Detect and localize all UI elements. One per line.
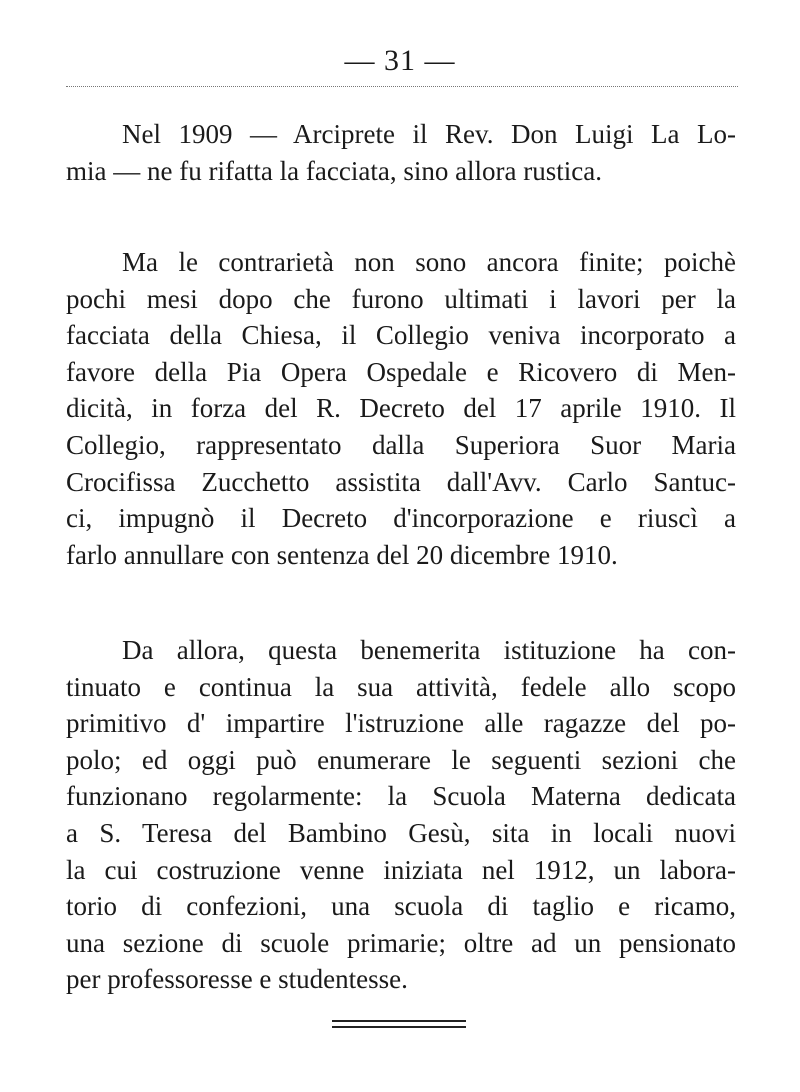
paragraph-line: una sezione di scuole primarie; oltre ad un pensionato: [66, 927, 736, 958]
paragraph-line: mia — ne fu rifatta la facciata, sino allora rustica.: [66, 155, 603, 186]
paragraph-line: farlo annullare con sentenza del 20 dicembre 1910.: [66, 539, 618, 570]
paragraph-line: tinuato e continua la sua attività, fedele allo scopo: [66, 671, 736, 702]
paragraph-2: [66, 244, 736, 573]
page-number: — 31 —: [344, 44, 456, 77]
paragraph-1: [66, 116, 736, 189]
paragraph-line: dicità, in forza del R. Decreto del 17 aprile 1910. Il: [66, 393, 736, 424]
paragraph-line: Collegio, rappresentato dalla Superiora Suor Maria: [66, 429, 736, 460]
paragraph-line: Da allora, questa benemerita istituzione ha con-: [122, 635, 736, 665]
end-double-rule: [332, 1020, 466, 1028]
header-dotted-rule: [66, 86, 738, 87]
paragraph-line: polo; ed oggi può enumerare le seguenti sezioni che: [66, 744, 736, 775]
paragraph-line: Ma le contrarietà non sono ancora finite; poichè: [122, 247, 736, 277]
paragraph-line: ci, impugnò il Decreto d'incorporazione e riuscì a: [66, 503, 736, 534]
paragraph-line: favore della Pia Opera Ospedale e Ricovero di Men-: [66, 356, 736, 387]
paragraph-line: a S. Teresa del Bambino Gesù, sita in locali nuovi: [66, 817, 736, 848]
paragraph-line: Crocifissa Zucchetto assistita dall'Avv. Carlo Santuc-: [66, 466, 736, 497]
paragraph-3: [66, 632, 736, 998]
paragraph-line: torio di confezioni, una scuola di taglio e ricamo,: [66, 891, 736, 922]
paragraph-line: facciata della Chiesa, il Collegio veniva incorporato a: [66, 320, 736, 351]
paragraph-line: Nel 1909 — Arciprete il Rev. Don Luigi La Lo-: [122, 119, 736, 149]
paragraph-line: la cui costruzione venne iniziata nel 1912, un labora-: [66, 854, 736, 885]
paragraph-line: funzionano regolarmente: la Scuola Materna dedicata: [66, 781, 736, 812]
paragraph-line: per professoresse e studentesse.: [66, 964, 408, 995]
paragraph-line: pochi mesi dopo che furono ultimati i lavori per la: [66, 283, 736, 314]
paragraph-line: primitivo d' impartire l'istruzione alle ragazze del po-: [66, 708, 736, 739]
